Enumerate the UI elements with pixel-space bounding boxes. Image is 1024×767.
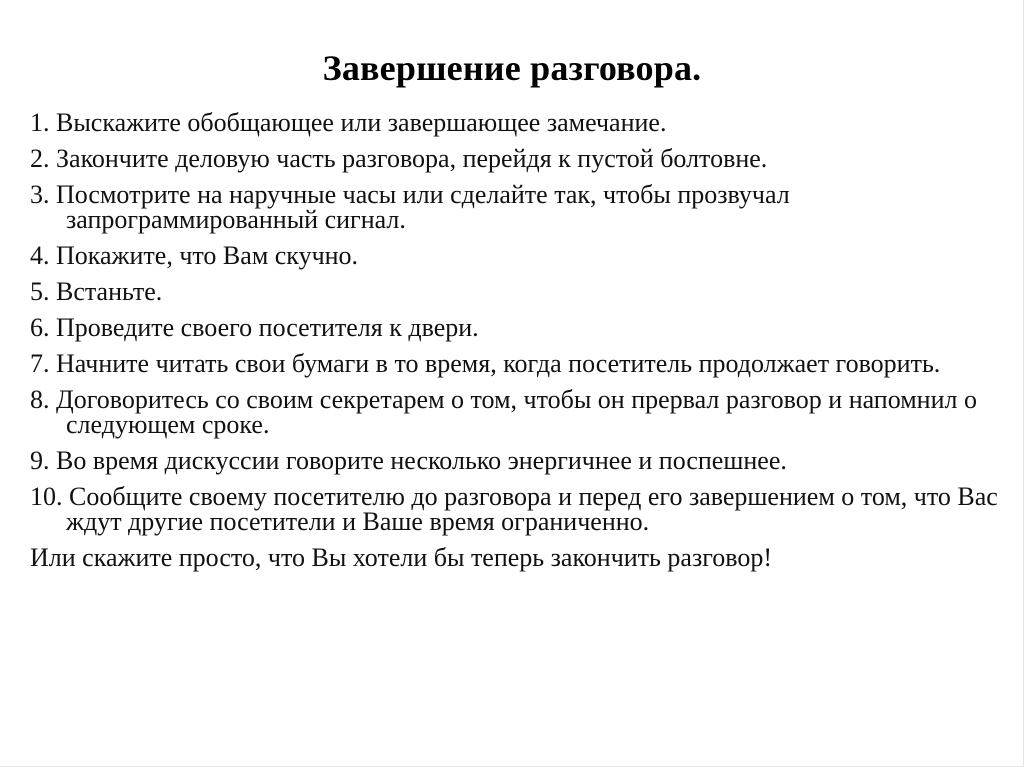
list-item <box>30 243 1005 268</box>
item-number: 6. <box>30 313 50 342</box>
list-item <box>30 448 1005 473</box>
item-text: Проведите своего посетителя к двери. <box>56 313 479 342</box>
closing-line: Или скажите просто, что Вы хотели бы теперь закончить разговор! <box>30 543 772 572</box>
item-text: Во время дискуссии говорите несколько энергичнее и поспешнее. <box>56 446 787 475</box>
item-text: Начните читать свои бумаги в то время, когда посетитель продолжает говорить. <box>56 349 941 378</box>
item-text: Посмотрите на наручные часы или сделайте так, чтобы прозвучал запрограммированный сигнал. <box>56 180 790 234</box>
list-item <box>30 484 1005 534</box>
item-text: Закончите деловую часть разговора, перейдя к пустой болтовне. <box>56 144 768 173</box>
item-number: 5. <box>30 277 50 306</box>
list-item <box>30 351 1005 376</box>
item-number: 9. <box>30 446 50 475</box>
item-text: Встаньте. <box>56 277 163 306</box>
item-text: Покажите, что Вам скучно. <box>56 241 359 270</box>
item-text: Договоритесь со своим секретарем о том, чтобы он прервал разговор и напомнил о следующем сроке. <box>56 385 977 439</box>
list-item <box>30 182 1005 232</box>
item-number: 7. <box>30 349 50 378</box>
numbered-list <box>30 110 1005 570</box>
item-text: Сообщите своему посетителю до разговора и перед его завершением о том, что Вас ждут другие посетители и Ваше время ограниченно. <box>66 482 998 536</box>
item-text: Выскажите обобщающее или завершающее замечание. <box>56 108 667 137</box>
item-number: 4. <box>30 241 50 270</box>
list-item <box>30 146 1005 171</box>
slide-title: Завершение разговора. <box>322 48 702 88</box>
list-item <box>30 315 1005 340</box>
item-number: 8. <box>30 385 50 414</box>
item-number: 3. <box>30 180 50 209</box>
item-number: 10. <box>30 482 63 511</box>
list-item <box>30 110 1005 135</box>
list-item <box>30 387 1005 437</box>
item-number: 1. <box>30 108 50 137</box>
item-number: 2. <box>30 144 50 173</box>
list-item <box>30 279 1005 304</box>
